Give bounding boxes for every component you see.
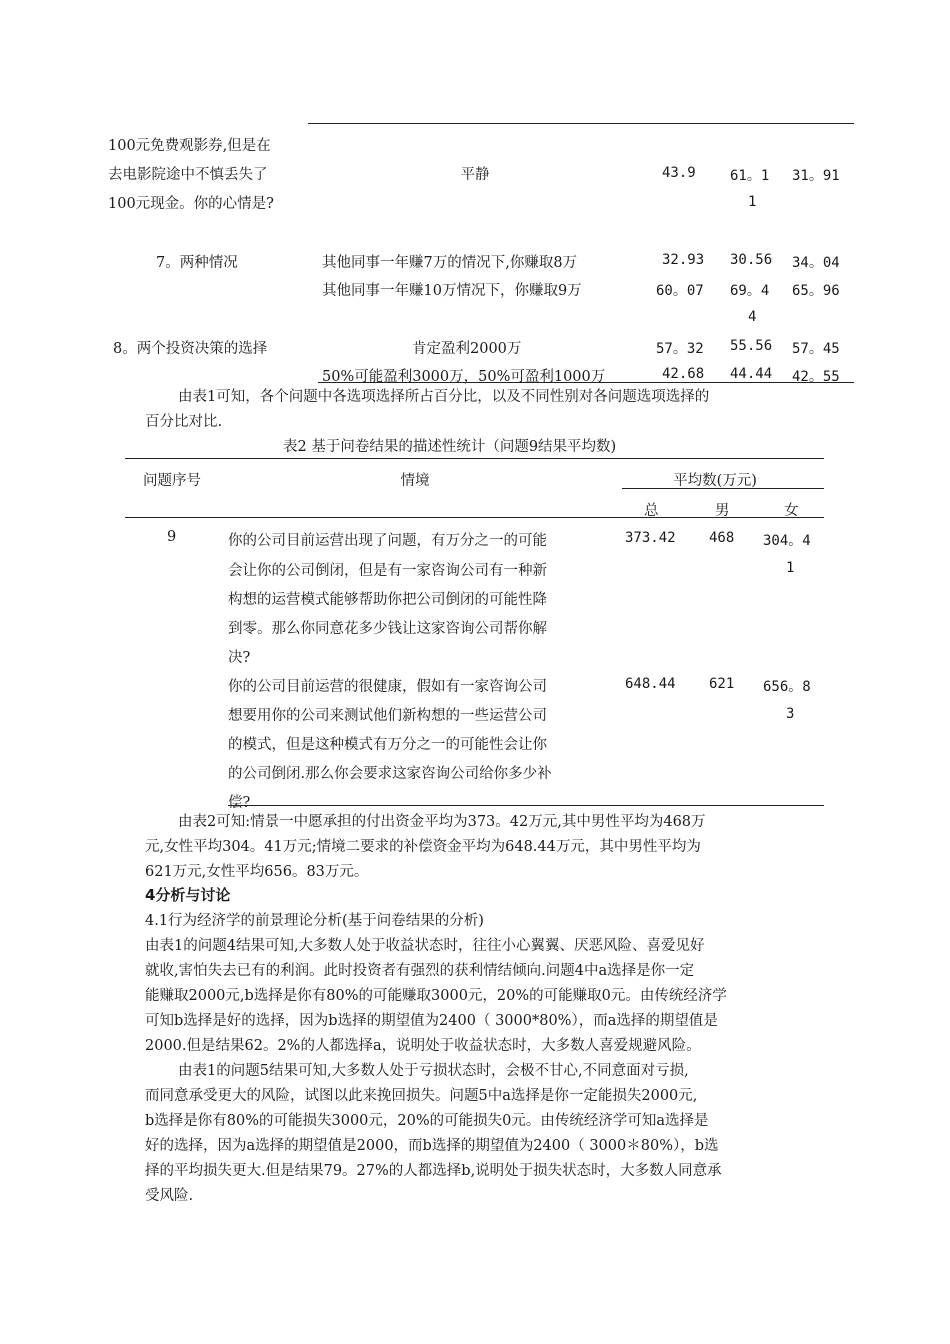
q8-question: 8。两个投资决策的选择 xyxy=(113,341,268,357)
q6-question-line: 100元现金。你的心情是? xyxy=(108,196,274,212)
table2-row2-total: 648.44 xyxy=(625,676,676,692)
q6-male-wrap: 1 xyxy=(748,194,757,210)
q6-female: 31。91 xyxy=(792,168,840,184)
q8-total-2: 42.68 xyxy=(662,366,705,382)
table2-row2-line: 的模式，但是这种模式有万分之一的可能性会让你 xyxy=(228,737,547,753)
q7-male-2: 69。4 xyxy=(730,283,770,299)
table2-header-rule xyxy=(125,517,824,518)
q6-option: 平静 xyxy=(460,167,490,183)
q8-female-1: 57。45 xyxy=(792,341,840,357)
table1-bottom-rule xyxy=(318,382,854,383)
para3-line: 可知b选择是好的选择，因为b选择的期望值为2400（ 3000*80%），而a选择的期望值是 xyxy=(145,1013,718,1029)
table2-header-qnum: 问题序号 xyxy=(143,473,201,489)
q7-total-2: 60。07 xyxy=(656,283,704,299)
table2-row2-female: 656。8 xyxy=(763,679,811,695)
table2-header-scenario: 情境 xyxy=(400,473,430,489)
table2-row1-male: 468 xyxy=(709,530,735,546)
q8-option-1: 肯定盈利2000万 xyxy=(412,341,522,357)
q7-female-1: 34。04 xyxy=(792,255,840,271)
para1-line: 由表1可知，各个问题中各选项选择所占百分比，以及不同性别对各问题选项选择的 xyxy=(178,389,710,405)
para2-line: 621万元,女性平均656。83万元。 xyxy=(145,864,369,880)
table2-row1-line: 会让你的公司倒闭，但是有一家咨询公司有一种新 xyxy=(228,563,547,579)
q8-male-1: 55.56 xyxy=(730,338,773,354)
subsection-heading: 4.1行为经济学的前景理论分析(基于问卷结果的分析) xyxy=(145,913,484,929)
table2-row1-female: 304。4 xyxy=(763,533,811,549)
q6-total: 43.9 xyxy=(662,165,696,181)
table2-caption: 表2 基于问卷结果的描述性统计（问题9结果平均数) xyxy=(283,439,617,455)
table2-sub-female: 女 xyxy=(784,503,799,519)
table2-row2-line: 想要用你的公司来测试他们新构想的一些运营公司 xyxy=(228,708,547,724)
table2-sub-male: 男 xyxy=(715,503,730,519)
table2-group-rule xyxy=(622,488,824,489)
table2-row1-line: 你的公司目前运营出现了问题，有万分之一的可能 xyxy=(228,533,547,549)
table2-row1-total: 373.42 xyxy=(625,530,676,546)
para4-line: 择的平均损失更大.但是结果79。27%的人都选择b,说明处于损失状态时，大多数人同意承 xyxy=(145,1163,722,1179)
q7-male-2-wrap: 4 xyxy=(748,309,757,325)
table2-sub-total: 总 xyxy=(644,503,659,519)
q7-total-1: 32.93 xyxy=(662,252,705,268)
para2-line: 元,女性平均304。41万元;情境二要求的补偿资金平均为648.44万元，其中男性平均为 xyxy=(145,839,701,855)
table2-header-average: 平均数(万元) xyxy=(673,473,757,489)
section-heading: 4分析与讨论 xyxy=(145,886,231,904)
para4-line: 好的选择，因为a选择的期望值是2000，而b选择的期望值为2400（ 3000＊80%），b选 xyxy=(145,1138,719,1154)
para1-line: 百分比对比. xyxy=(145,414,223,430)
q8-male-2: 44.44 xyxy=(730,366,773,382)
table2-row2-line: 的公司倒闭.那么你会要求这家咨询公司给你多少补 xyxy=(228,766,552,782)
table2-row1-line: 到零。那么你同意花多少钱让这家咨询公司帮你解 xyxy=(228,621,547,637)
para4-line: 受风险. xyxy=(145,1188,194,1204)
para4-line: b选择是你有80%的可能损失3000元，20%的可能损失0元。由传统经济学可知a选择是 xyxy=(145,1113,709,1129)
q8-option-2: 50%可能盈利3000万，50%可盈利1000万 xyxy=(322,369,606,385)
q8-female-2: 42。55 xyxy=(792,369,840,385)
table2-row1-line: 构想的运营模式能够帮助你把公司倒闭的可能性降 xyxy=(228,592,547,608)
para3-line: 就收,害怕失去已有的利润。此时投资者有强烈的获利情结倾向.问题4中a选择是你一定 xyxy=(145,963,695,979)
para4-line: 由表1的问题5结果可知,大多数人处于亏损状态时，会极不甘心,不同意面对亏损, xyxy=(178,1063,689,1079)
q6-question-line: 100元免费观影券,但是在 xyxy=(108,138,271,154)
table2-row2-female-wrap: 3 xyxy=(786,706,795,722)
table1-top-rule xyxy=(308,123,854,124)
q7-question: 7。两种情况 xyxy=(156,255,238,271)
table2-row2-male: 621 xyxy=(709,676,735,692)
q6-question-line: 去电影院途中不慎丢失了 xyxy=(108,167,268,183)
q7-option-2: 其他同事一年赚10万情况下，你赚取9万 xyxy=(322,283,582,299)
table2-top-rule xyxy=(125,458,824,459)
q8-total-1: 57。32 xyxy=(656,341,704,357)
q6-male: 61。1 xyxy=(730,168,770,184)
table2-qnum: 9 xyxy=(167,529,177,545)
table2-row1-female-wrap: 1 xyxy=(786,560,795,576)
q7-female-2: 65。96 xyxy=(792,283,840,299)
para4-line: 而同意承受更大的风险，试图以此来挽回损失。问题5中a选择是你一定能损失2000元, xyxy=(145,1088,698,1104)
para3-line: 能赚取2000元,b选择是你有80%的可能赚取3000元，20%的可能赚取0元。由传统经济学 xyxy=(145,988,727,1004)
para3-line: 由表1的问题4结果可知,大多数人处于收益状态时，往往小心翼翼、厌恶风险、喜爱见好 xyxy=(145,938,705,954)
table2-row2-line: 你的公司目前运营的很健康，假如有一家咨询公司 xyxy=(228,679,547,695)
table2-row1-line: 决? xyxy=(228,650,251,666)
para3-line: 2000.但是结果62。2%的人都选择a，说明处于收益状态时，大多数人喜爱规避风险。 xyxy=(145,1038,701,1054)
para2-line: 由表2可知:情景一中愿承担的付出资金平均为373。42万元,其中男性平均为468万 xyxy=(178,814,706,830)
table2-row2-line: 偿? xyxy=(228,795,251,811)
table2-bottom-rule xyxy=(228,805,824,806)
q7-option-1: 其他同事一年赚7万的情况下,你赚取8万 xyxy=(322,255,578,271)
q7-male-1: 30.56 xyxy=(730,252,773,268)
